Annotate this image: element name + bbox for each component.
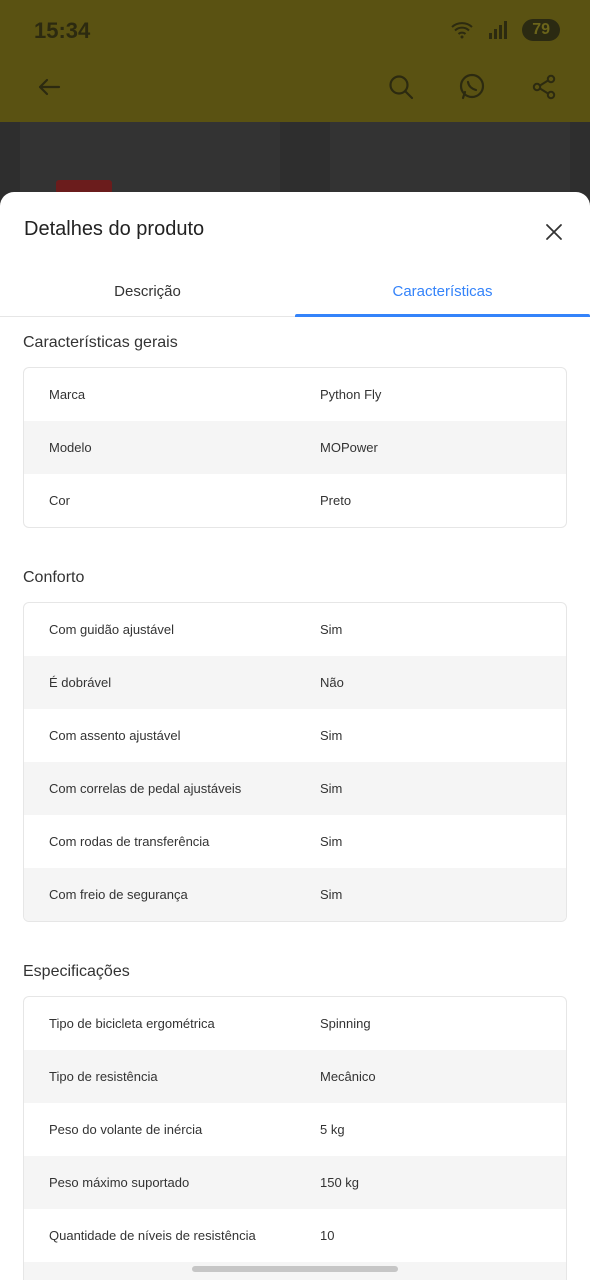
wifi-icon	[450, 18, 474, 42]
table-row	[24, 1156, 566, 1209]
table-row	[24, 815, 566, 868]
spec-label: Tipo de bicicleta ergométrica	[49, 1016, 215, 1031]
table-row	[24, 1209, 566, 1262]
spec-table-comfort	[23, 602, 567, 922]
spec-label: Com freio de segurança	[49, 887, 188, 902]
section-title-comfort: Conforto	[23, 569, 85, 586]
spec-value: 150 kg	[320, 1175, 360, 1190]
spec-value: Mecânico	[320, 1069, 376, 1084]
spec-table-specifications	[23, 996, 567, 1280]
spec-label: Cor	[49, 493, 70, 508]
spec-label: Marca	[49, 387, 86, 402]
table-row	[24, 868, 566, 921]
spec-value: 10	[320, 1228, 335, 1243]
spec-value: Spinning	[320, 1016, 371, 1031]
signal-icon	[486, 18, 510, 42]
sheet-title: Detalhes do produto	[24, 218, 205, 240]
table-row	[24, 656, 566, 709]
close-button[interactable]	[538, 216, 570, 248]
spec-value: Sim	[320, 887, 343, 902]
section-title-specifications: Especificações	[23, 963, 130, 980]
background-app	[0, 0, 590, 220]
status-time: 15:34	[34, 18, 91, 43]
spec-value: Não	[320, 675, 344, 690]
product-details-sheet	[0, 192, 590, 1280]
spec-label: Com rodas de transferência	[49, 834, 210, 849]
spec-value: Preto	[320, 493, 352, 508]
home-indicator	[192, 1266, 398, 1272]
spec-value: Sim	[320, 781, 343, 796]
whatsapp-icon[interactable]	[457, 72, 487, 102]
status-icons	[450, 18, 560, 42]
table-row	[24, 368, 566, 421]
table-row	[24, 1050, 566, 1103]
close-icon	[545, 223, 563, 241]
spec-label: Peso do volante de inércia	[49, 1122, 203, 1137]
spec-label: Com guidão ajustável	[49, 622, 175, 637]
share-icon[interactable]	[529, 72, 559, 102]
spec-label: É dobrável	[49, 675, 112, 690]
table-row	[24, 1103, 566, 1156]
spec-label: Com assento ajustável	[49, 728, 181, 743]
tab-caracteristicas[interactable]: Características	[295, 266, 590, 316]
tab-descricao[interactable]: Descrição	[114, 282, 181, 300]
sheet-header	[0, 192, 590, 266]
top-bar	[0, 62, 590, 122]
spec-table-general	[23, 367, 567, 528]
spec-value: Python Fly	[320, 387, 382, 402]
table-row	[24, 997, 566, 1050]
back-arrow-icon[interactable]	[34, 72, 64, 102]
search-icon[interactable]	[386, 72, 416, 102]
table-row	[24, 762, 566, 815]
spec-value: Sim	[320, 728, 343, 743]
spec-label: Com correlas de pedal ajustáveis	[49, 781, 242, 796]
spec-label: Tipo de resistência	[49, 1069, 158, 1084]
spec-label: Quantidade de níveis de resistência	[49, 1228, 256, 1243]
table-row	[24, 603, 566, 656]
table-row	[24, 474, 566, 527]
spec-value: MOPower	[320, 440, 378, 455]
battery-badge: 79	[522, 19, 560, 41]
spec-value: 5 kg	[320, 1122, 345, 1137]
spec-label: Modelo	[49, 440, 92, 455]
specs-content	[0, 317, 590, 1280]
table-row	[24, 421, 566, 474]
spec-value: Sim	[320, 622, 343, 637]
spec-value: Sim	[320, 834, 343, 849]
section-title-general: Características gerais	[23, 334, 178, 351]
table-row	[24, 709, 566, 762]
status-bar	[0, 0, 590, 62]
spec-label: Peso máximo suportado	[49, 1175, 190, 1190]
tabs	[0, 266, 590, 317]
